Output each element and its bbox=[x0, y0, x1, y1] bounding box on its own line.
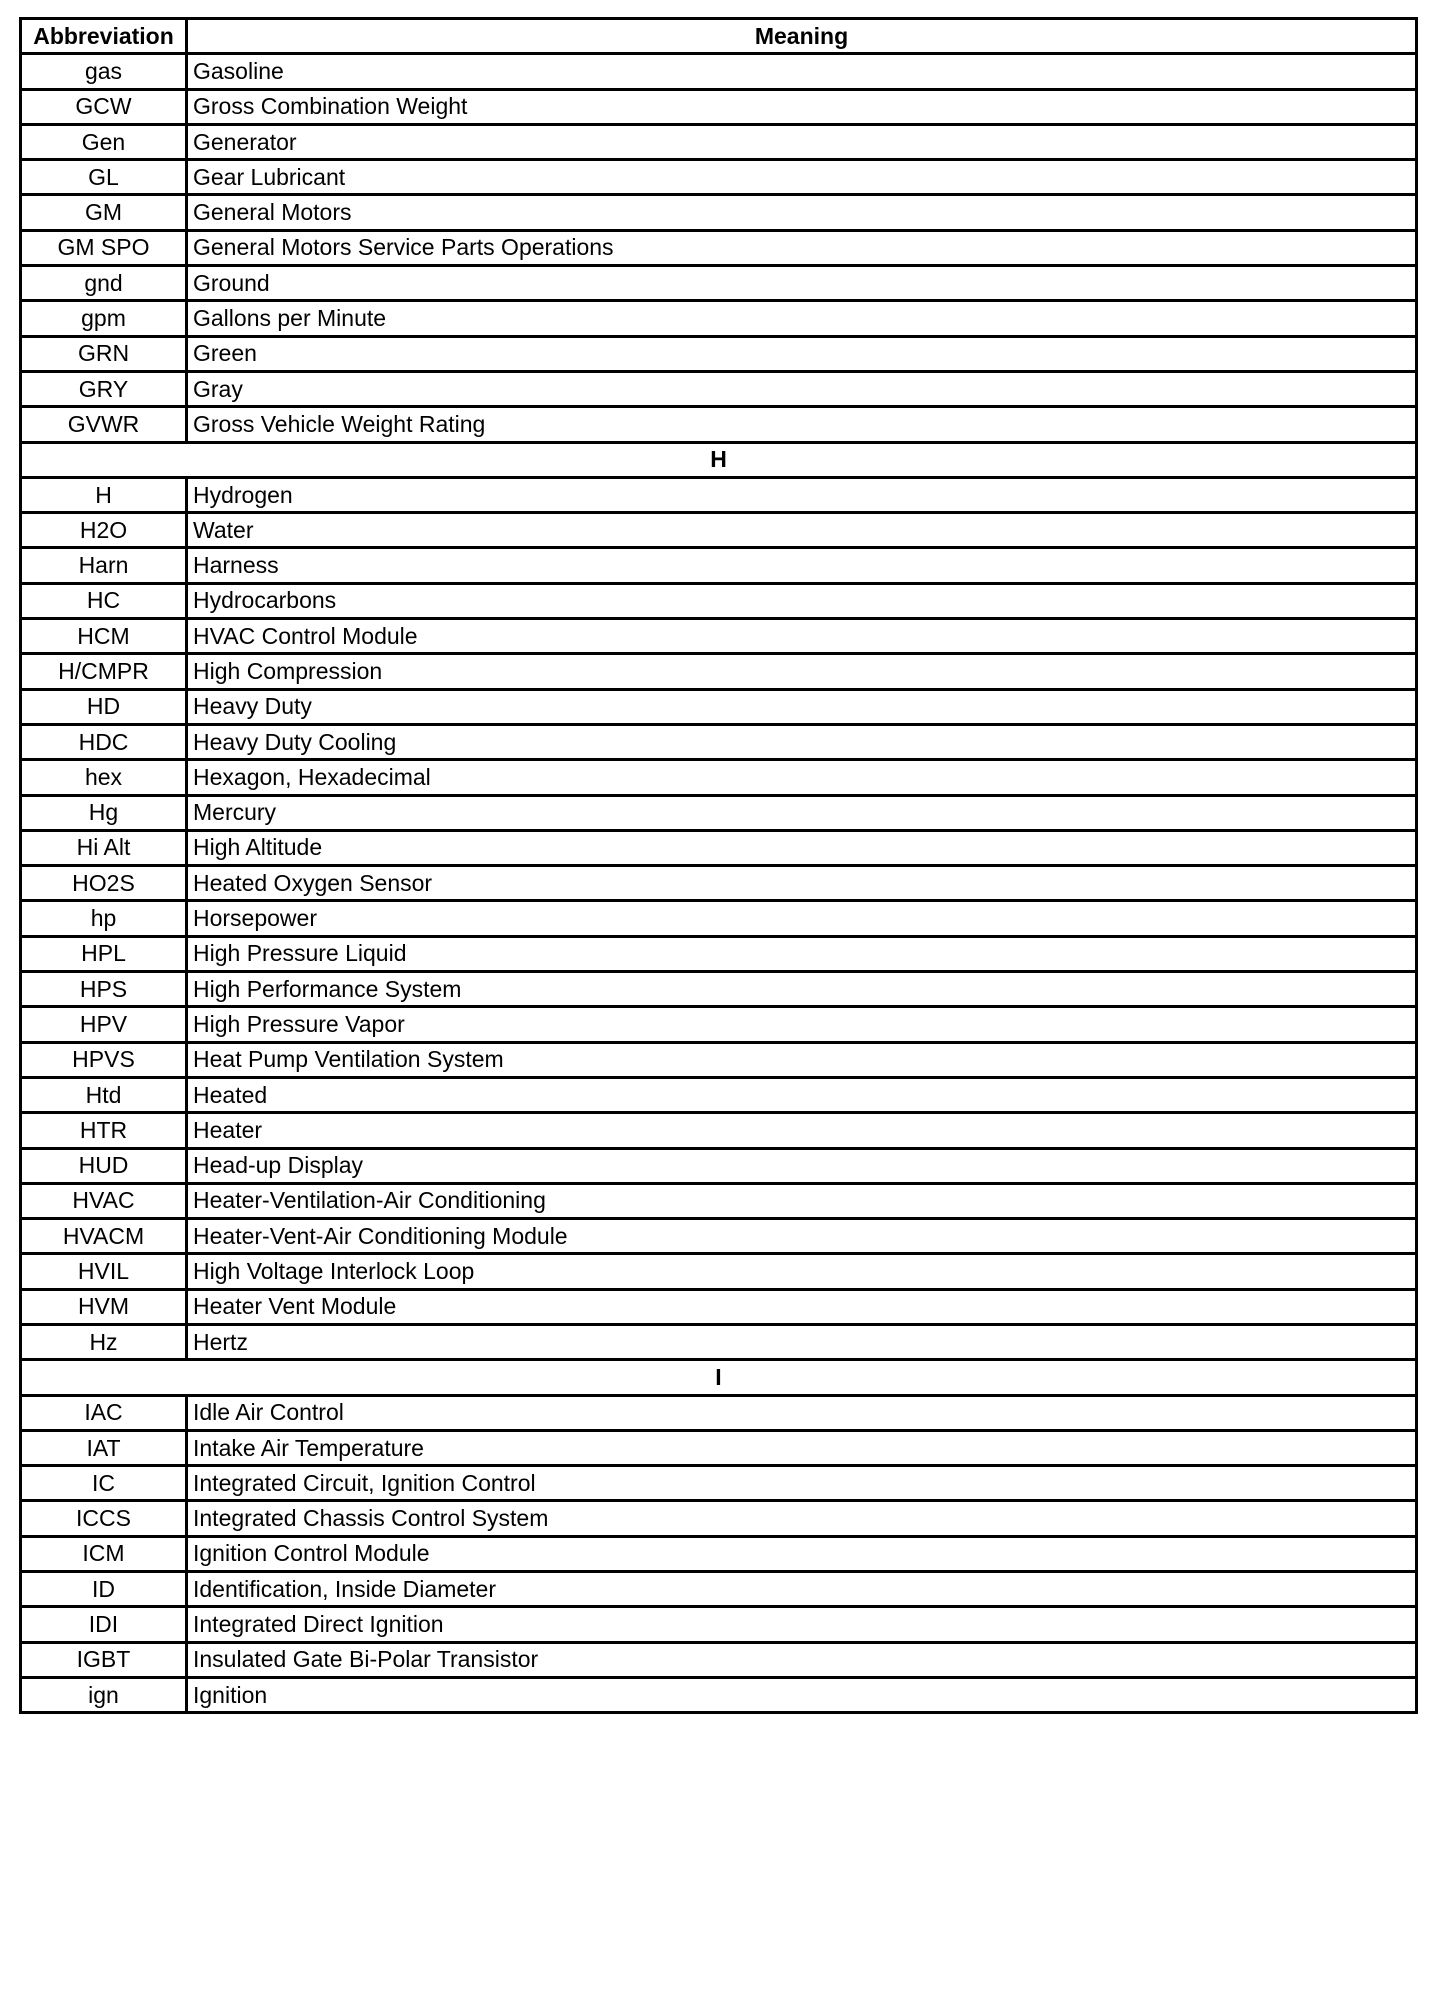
table-row bbox=[21, 795, 1417, 830]
meaning-cell: HVAC Control Module bbox=[187, 619, 1417, 654]
meaning-cell: Integrated Chassis Control System bbox=[187, 1501, 1417, 1536]
abbreviation-cell: HDC bbox=[21, 724, 187, 759]
abbreviation-cell: HPS bbox=[21, 972, 187, 1007]
table-row bbox=[21, 1007, 1417, 1042]
meaning-cell: Heat Pump Ventilation System bbox=[187, 1042, 1417, 1077]
abbreviation-cell: GRY bbox=[21, 371, 187, 406]
abbreviation-cell: gpm bbox=[21, 301, 187, 336]
abbreviation-cell: IAC bbox=[21, 1395, 187, 1430]
table-row bbox=[21, 301, 1417, 336]
table-row bbox=[21, 513, 1417, 548]
meaning-cell: Intake Air Temperature bbox=[187, 1430, 1417, 1465]
abbreviation-cell: ID bbox=[21, 1572, 187, 1607]
meaning-cell: Hertz bbox=[187, 1324, 1417, 1359]
table-row bbox=[21, 1430, 1417, 1465]
abbreviation-cell: HVAC bbox=[21, 1183, 187, 1218]
meaning-cell: Head-up Display bbox=[187, 1148, 1417, 1183]
table-row bbox=[21, 548, 1417, 583]
abbreviation-cell: hp bbox=[21, 901, 187, 936]
abbreviation-cell: HTR bbox=[21, 1113, 187, 1148]
abbreviation-cell: gas bbox=[21, 54, 187, 89]
table-row bbox=[21, 1148, 1417, 1183]
abbreviation-cell: HPVS bbox=[21, 1042, 187, 1077]
meaning-cell: Gross Combination Weight bbox=[187, 89, 1417, 124]
meaning-cell: Heater bbox=[187, 1113, 1417, 1148]
table-row bbox=[21, 1289, 1417, 1324]
meaning-cell: General Motors bbox=[187, 195, 1417, 230]
table-row bbox=[21, 1254, 1417, 1289]
abbreviation-cell: HCM bbox=[21, 619, 187, 654]
section-row bbox=[21, 1360, 1417, 1395]
abbreviation-cell: Harn bbox=[21, 548, 187, 583]
meaning-cell: Heavy Duty bbox=[187, 689, 1417, 724]
meaning-cell: Mercury bbox=[187, 795, 1417, 830]
table-row bbox=[21, 1466, 1417, 1501]
meaning-cell: General Motors Service Parts Operations bbox=[187, 230, 1417, 265]
table-row bbox=[21, 1324, 1417, 1359]
table-row bbox=[21, 407, 1417, 442]
abbreviation-cell: IAT bbox=[21, 1430, 187, 1465]
table-row bbox=[21, 1219, 1417, 1254]
meaning-cell: Idle Air Control bbox=[187, 1395, 1417, 1430]
abbreviation-cell: HO2S bbox=[21, 866, 187, 901]
table-row bbox=[21, 124, 1417, 159]
meaning-cell: Green bbox=[187, 336, 1417, 371]
table-row bbox=[21, 689, 1417, 724]
meaning-cell: Harness bbox=[187, 548, 1417, 583]
section-row bbox=[21, 442, 1417, 477]
table-row bbox=[21, 195, 1417, 230]
meaning-cell: Gear Lubricant bbox=[187, 160, 1417, 195]
abbreviation-cell: GM SPO bbox=[21, 230, 187, 265]
meaning-cell: Horsepower bbox=[187, 901, 1417, 936]
meaning-cell: High Altitude bbox=[187, 830, 1417, 865]
header-meaning: Meaning bbox=[187, 19, 1417, 54]
meaning-cell: Heater-Vent-Air Conditioning Module bbox=[187, 1219, 1417, 1254]
table-row bbox=[21, 654, 1417, 689]
table-row bbox=[21, 724, 1417, 759]
abbreviation-cell: ICCS bbox=[21, 1501, 187, 1536]
abbreviation-cell: H/CMPR bbox=[21, 654, 187, 689]
table-row bbox=[21, 230, 1417, 265]
abbreviation-table bbox=[19, 17, 1418, 1714]
section-letter: H bbox=[21, 442, 1417, 477]
meaning-cell: Water bbox=[187, 513, 1417, 548]
abbreviation-cell: hex bbox=[21, 760, 187, 795]
abbreviation-cell: HVIL bbox=[21, 1254, 187, 1289]
table-row bbox=[21, 1042, 1417, 1077]
abbreviation-cell: IC bbox=[21, 1466, 187, 1501]
abbreviation-cell: Gen bbox=[21, 124, 187, 159]
meaning-cell: Gray bbox=[187, 371, 1417, 406]
abbreviation-cell: HVM bbox=[21, 1289, 187, 1324]
meaning-cell: Integrated Circuit, Ignition Control bbox=[187, 1466, 1417, 1501]
abbreviation-cell: ICM bbox=[21, 1536, 187, 1571]
abbreviation-cell: GVWR bbox=[21, 407, 187, 442]
table-row bbox=[21, 336, 1417, 371]
abbreviation-cell: Hg bbox=[21, 795, 187, 830]
abbreviation-cell: GL bbox=[21, 160, 187, 195]
meaning-cell: Integrated Direct Ignition bbox=[187, 1607, 1417, 1642]
meaning-cell: Gallons per Minute bbox=[187, 301, 1417, 336]
meaning-cell: Hexagon, Hexadecimal bbox=[187, 760, 1417, 795]
abbreviation-cell: GRN bbox=[21, 336, 187, 371]
section-letter: I bbox=[21, 1360, 1417, 1395]
meaning-cell: Heated Oxygen Sensor bbox=[187, 866, 1417, 901]
meaning-cell: High Performance System bbox=[187, 972, 1417, 1007]
table-row bbox=[21, 1113, 1417, 1148]
table-row bbox=[21, 1642, 1417, 1677]
meaning-cell: Heater Vent Module bbox=[187, 1289, 1417, 1324]
table-row bbox=[21, 972, 1417, 1007]
table-body bbox=[21, 54, 1417, 1713]
abbreviation-cell: gnd bbox=[21, 266, 187, 301]
abbreviation-cell: HPL bbox=[21, 936, 187, 971]
abbreviation-cell: HPV bbox=[21, 1007, 187, 1042]
abbreviation-cell: HUD bbox=[21, 1148, 187, 1183]
table-row bbox=[21, 477, 1417, 512]
meaning-cell: Hydrogen bbox=[187, 477, 1417, 512]
table-row bbox=[21, 901, 1417, 936]
table-row bbox=[21, 160, 1417, 195]
abbreviation-cell: Hz bbox=[21, 1324, 187, 1359]
abbreviation-cell: IDI bbox=[21, 1607, 187, 1642]
table-row bbox=[21, 583, 1417, 618]
meaning-cell: High Compression bbox=[187, 654, 1417, 689]
meaning-cell: Heated bbox=[187, 1077, 1417, 1112]
meaning-cell: Ignition Control Module bbox=[187, 1536, 1417, 1571]
table-row bbox=[21, 619, 1417, 654]
abbreviation-cell: H2O bbox=[21, 513, 187, 548]
table-row bbox=[21, 1677, 1417, 1712]
abbreviation-cell: HVACM bbox=[21, 1219, 187, 1254]
abbreviation-cell: HD bbox=[21, 689, 187, 724]
table-row bbox=[21, 1607, 1417, 1642]
meaning-cell: High Voltage Interlock Loop bbox=[187, 1254, 1417, 1289]
table-row bbox=[21, 760, 1417, 795]
table-row bbox=[21, 1501, 1417, 1536]
table-row bbox=[21, 866, 1417, 901]
table-row bbox=[21, 936, 1417, 971]
table-row bbox=[21, 89, 1417, 124]
table-row bbox=[21, 1077, 1417, 1112]
meaning-cell: Gasoline bbox=[187, 54, 1417, 89]
abbreviation-cell: IGBT bbox=[21, 1642, 187, 1677]
table-row bbox=[21, 54, 1417, 89]
abbreviation-cell: Hi Alt bbox=[21, 830, 187, 865]
table-row bbox=[21, 1183, 1417, 1218]
meaning-cell: Gross Vehicle Weight Rating bbox=[187, 407, 1417, 442]
meaning-cell: Ignition bbox=[187, 1677, 1417, 1712]
table-row bbox=[21, 1536, 1417, 1571]
abbreviation-cell: GM bbox=[21, 195, 187, 230]
header-row bbox=[21, 19, 1417, 54]
abbreviation-cell: Htd bbox=[21, 1077, 187, 1112]
abbreviation-cell: GCW bbox=[21, 89, 187, 124]
abbreviation-cell: HC bbox=[21, 583, 187, 618]
abbreviation-cell: ign bbox=[21, 1677, 187, 1712]
meaning-cell: High Pressure Vapor bbox=[187, 1007, 1417, 1042]
meaning-cell: High Pressure Liquid bbox=[187, 936, 1417, 971]
meaning-cell: Generator bbox=[187, 124, 1417, 159]
meaning-cell: Identification, Inside Diameter bbox=[187, 1572, 1417, 1607]
meaning-cell: Heater-Ventilation-Air Conditioning bbox=[187, 1183, 1417, 1218]
meaning-cell: Heavy Duty Cooling bbox=[187, 724, 1417, 759]
table-row bbox=[21, 1395, 1417, 1430]
table-row bbox=[21, 1572, 1417, 1607]
meaning-cell: Insulated Gate Bi-Polar Transistor bbox=[187, 1642, 1417, 1677]
meaning-cell: Ground bbox=[187, 266, 1417, 301]
table-row bbox=[21, 371, 1417, 406]
header-abbreviation: Abbreviation bbox=[21, 19, 187, 54]
table-row bbox=[21, 266, 1417, 301]
meaning-cell: Hydrocarbons bbox=[187, 583, 1417, 618]
table-row bbox=[21, 830, 1417, 865]
abbreviation-cell: H bbox=[21, 477, 187, 512]
